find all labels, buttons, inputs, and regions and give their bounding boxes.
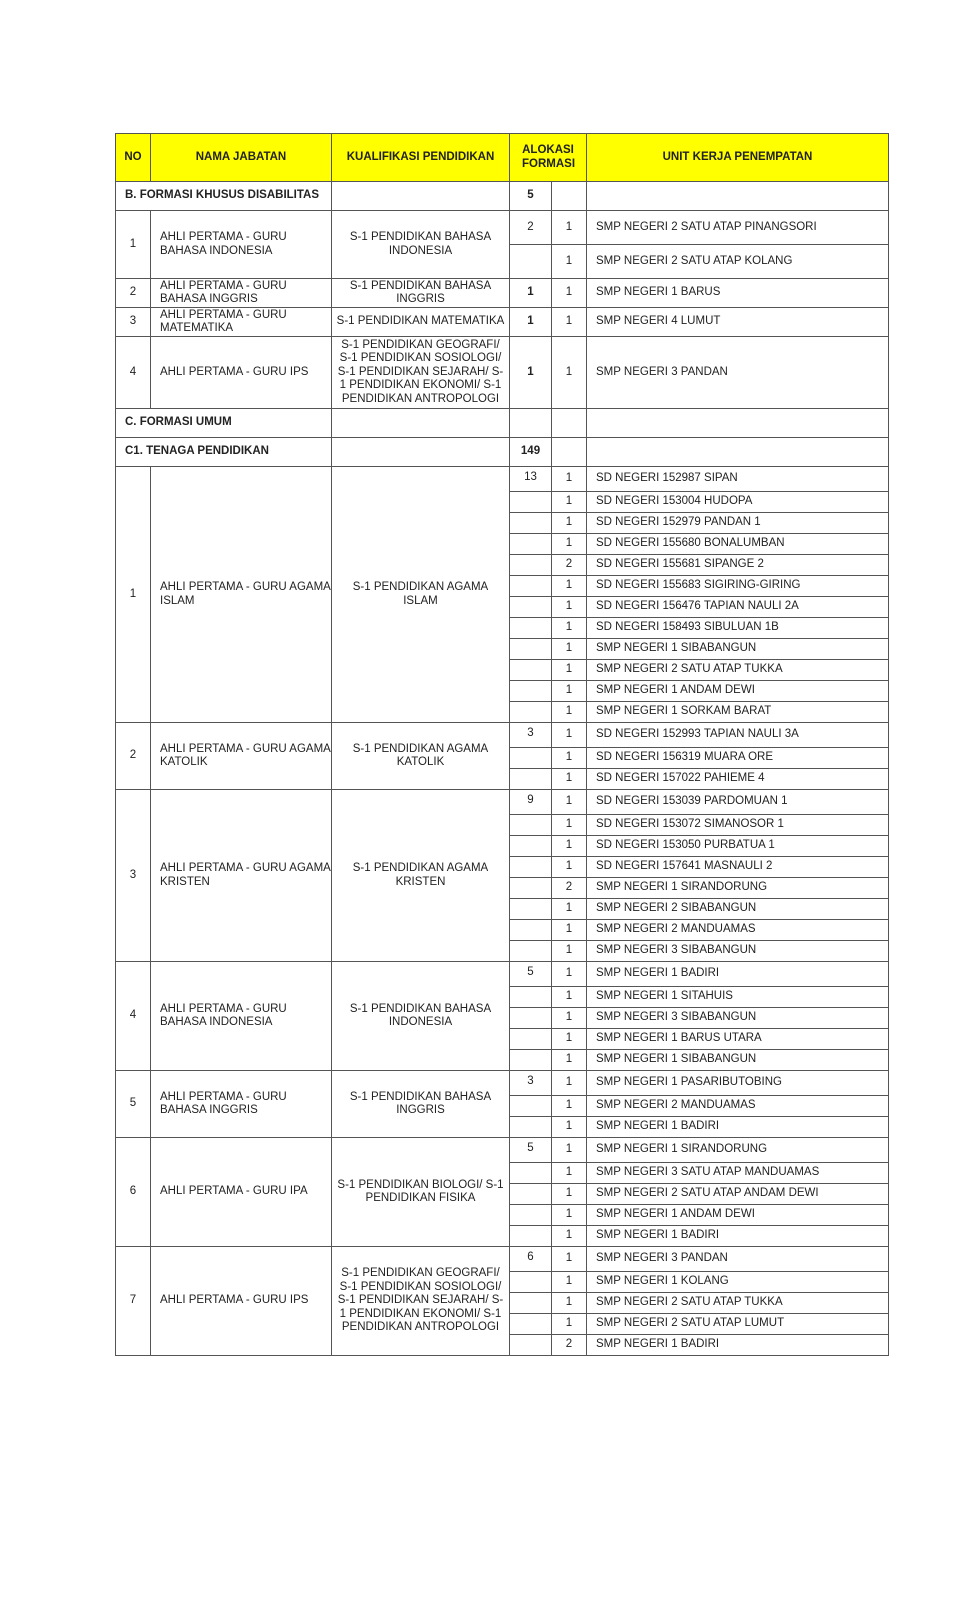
unit-name: SD NEGERI 152993 TAPIAN NAULI 3A: [587, 723, 889, 748]
jabatan-cell: AHLI PERTAMA - GURU BAHASA INDONESIA: [151, 962, 332, 1071]
unit-name: SMP NEGERI 3 SATU ATAP MANDUAMAS: [587, 1163, 889, 1184]
unit-quota: 1: [552, 1117, 587, 1138]
unit-quota: 1: [552, 513, 587, 534]
unit-quota: 1: [552, 1096, 587, 1117]
unit-quota: 1: [552, 211, 587, 245]
header-alokasi: [510, 134, 587, 182]
unit-name: SD NEGERI 155683 SIGIRING-GIRING: [587, 576, 889, 597]
row-number: 4: [116, 337, 151, 409]
jabatan-cell: AHLI PERTAMA - GURU IPA: [151, 1138, 332, 1247]
unit-quota: 1: [552, 790, 587, 815]
kualifikasi-cell: S-1 PENDIDIKAN AGAMA KRISTEN: [332, 790, 510, 962]
alokasi-total-empty: [510, 660, 552, 681]
header-alokasi-text: ALOKASI FORMASI: [522, 144, 576, 170]
unit-quota: 1: [552, 723, 587, 748]
unit-name: SD NEGERI 156476 TAPIAN NAULI 2A: [587, 597, 889, 618]
alokasi-total-empty: [510, 1226, 552, 1247]
unit-quota: 1: [552, 769, 587, 790]
alokasi-total-empty: [510, 920, 552, 941]
unit-quota: 2: [552, 878, 587, 899]
unit-quota: 1: [552, 1247, 587, 1272]
unit-quota: 1: [552, 1272, 587, 1293]
unit-name: SMP NEGERI 4 LUMUT: [587, 308, 889, 337]
unit-name: SMP NEGERI 2 MANDUAMAS: [587, 920, 889, 941]
section-c1-empty: [332, 438, 510, 467]
unit-quota: 1: [552, 660, 587, 681]
jabatan-cell: AHLI PERTAMA - GURU BAHASA INDONESIA: [151, 211, 332, 279]
unit-quota: 1: [552, 987, 587, 1008]
table-row: [116, 467, 889, 492]
unit-name: SMP NEGERI 2 MANDUAMAS: [587, 1096, 889, 1117]
kualifikasi-cell: S-1 PENDIDIKAN AGAMA ISLAM: [332, 467, 510, 723]
kualifikasi-cell: S-1 PENDIDIKAN BAHASA INGGRIS: [332, 279, 510, 308]
unit-quota: 1: [552, 1226, 587, 1247]
section-c1-row: [116, 438, 889, 467]
alokasi-total: 13: [510, 467, 552, 492]
unit-quota: 1: [552, 1008, 587, 1029]
unit-quota: 1: [552, 618, 587, 639]
section-c1-total: 149: [510, 438, 552, 467]
row-number: 1: [116, 467, 151, 723]
section-c1-empty-unit: [587, 438, 889, 467]
alokasi-total-empty: [510, 702, 552, 723]
unit-name: SD NEGERI 156319 MUARA ORE: [587, 748, 889, 769]
unit-quota: 1: [552, 1314, 587, 1335]
alokasi-total-empty: [510, 1335, 552, 1356]
kualifikasi-cell: S-1 PENDIDIKAN AGAMA KATOLIK: [332, 723, 510, 790]
unit-quota: 1: [552, 279, 587, 308]
unit-name: SMP NEGERI 3 PANDAN: [587, 337, 889, 409]
alokasi-total-empty: [510, 836, 552, 857]
jabatan-cell: AHLI PERTAMA - GURU BAHASA INGGRIS: [151, 279, 332, 308]
unit-name: SMP NEGERI 1 BADIRI: [587, 1226, 889, 1247]
unit-quota: 1: [552, 702, 587, 723]
unit-name: SD NEGERI 157641 MASNAULI 2: [587, 857, 889, 878]
unit-quota: 1: [552, 857, 587, 878]
row-number: 4: [116, 962, 151, 1071]
unit-name: SD NEGERI 155680 BONALUMBAN: [587, 534, 889, 555]
unit-name: SD NEGERI 152987 SIPAN: [587, 467, 889, 492]
unit-quota: 2: [552, 555, 587, 576]
unit-quota: 1: [552, 1050, 587, 1071]
unit-name: SD NEGERI 157022 PAHIEME 4: [587, 769, 889, 790]
header-jabatan: NAMA JABATAN: [151, 134, 332, 182]
unit-name: SMP NEGERI 2 SATU ATAP TUKKA: [587, 660, 889, 681]
header-kualifikasi: KUALIFIKASI PENDIDIKAN: [332, 134, 510, 182]
alokasi-total-empty: [510, 1314, 552, 1335]
jabatan-cell: AHLI PERTAMA - GURU MATEMATIKA: [151, 308, 332, 337]
section-b-empty: [332, 182, 510, 211]
alokasi-total: 1: [510, 308, 552, 337]
unit-quota: 1: [552, 576, 587, 597]
table-row: [116, 1071, 889, 1096]
alokasi-total-empty: [510, 245, 552, 279]
kualifikasi-cell: S-1 PENDIDIKAN BIOLOGI/ S-1 PENDIDIKAN FISIKA: [332, 1138, 510, 1247]
formation-table: [115, 133, 889, 1356]
unit-name: SD NEGERI 153004 HUDOPA: [587, 492, 889, 513]
unit-quota: 1: [552, 308, 587, 337]
row-number: 6: [116, 1138, 151, 1247]
alokasi-total-empty: [510, 857, 552, 878]
alokasi-total-empty: [510, 639, 552, 660]
jabatan-cell: AHLI PERTAMA - GURU IPS: [151, 1247, 332, 1356]
alokasi-total-empty: [510, 899, 552, 920]
row-number: 1: [116, 211, 151, 279]
kualifikasi-cell: S-1 PENDIDIKAN BAHASA INGGRIS: [332, 1071, 510, 1138]
unit-name: SMP NEGERI 3 SIBABANGUN: [587, 1008, 889, 1029]
section-b-empty-q: [552, 182, 587, 211]
row-number: 2: [116, 279, 151, 308]
unit-quota: 2: [552, 1335, 587, 1356]
unit-name: SMP NEGERI 1 SIRANDORUNG: [587, 1138, 889, 1163]
alokasi-total-empty: [510, 1163, 552, 1184]
unit-quota: 1: [552, 534, 587, 555]
table-row: [116, 279, 889, 308]
unit-name: SD NEGERI 158493 SIBULUAN 1B: [587, 618, 889, 639]
table-row: [116, 337, 889, 409]
unit-name: SMP NEGERI 2 SIBABANGUN: [587, 899, 889, 920]
kualifikasi-cell: S-1 PENDIDIKAN MATEMATIKA: [332, 308, 510, 337]
unit-name: SD NEGERI 153050 PURBATUA 1: [587, 836, 889, 857]
section-c1-title: C1. TENAGA PENDIDIKAN: [116, 438, 332, 467]
table-row: [116, 308, 889, 337]
alokasi-total: 1: [510, 337, 552, 409]
unit-quota: 1: [552, 337, 587, 409]
section-c-empty-total: [510, 409, 552, 438]
unit-name: SMP NEGERI 1 BADIRI: [587, 1335, 889, 1356]
table-row: [116, 723, 889, 748]
alokasi-total-empty: [510, 492, 552, 513]
section-b-title: B. FORMASI KHUSUS DISABILITAS: [116, 182, 332, 211]
unit-name: SMP NEGERI 1 SITAHUIS: [587, 987, 889, 1008]
unit-name: SMP NEGERI 1 ANDAM DEWI: [587, 681, 889, 702]
unit-name: SMP NEGERI 1 ANDAM DEWI: [587, 1205, 889, 1226]
unit-quota: 1: [552, 1184, 587, 1205]
alokasi-total-empty: [510, 513, 552, 534]
table-header-row: [116, 134, 889, 182]
jabatan-cell: AHLI PERTAMA - GURU AGAMA KATOLIK: [151, 723, 332, 790]
alokasi-total-empty: [510, 597, 552, 618]
unit-name: SMP NEGERI 2 SATU ATAP LUMUT: [587, 1314, 889, 1335]
unit-name: SD NEGERI 155681 SIPANGE 2: [587, 555, 889, 576]
alokasi-total-empty: [510, 576, 552, 597]
unit-quota: 1: [552, 1071, 587, 1096]
alokasi-total-empty: [510, 878, 552, 899]
unit-quota: 1: [552, 815, 587, 836]
jabatan-cell: AHLI PERTAMA - GURU AGAMA KRISTEN: [151, 790, 332, 962]
alokasi-total-empty: [510, 769, 552, 790]
alokasi-total: 6: [510, 1247, 552, 1272]
unit-name: SMP NEGERI 1 BADIRI: [587, 1117, 889, 1138]
table-row: [116, 211, 889, 245]
unit-quota: 1: [552, 1163, 587, 1184]
unit-name: SMP NEGERI 2 SATU ATAP PINANGSORI: [587, 211, 889, 245]
unit-name: SMP NEGERI 1 BARUS UTARA: [587, 1029, 889, 1050]
header-unit: UNIT KERJA PENEMPATAN: [587, 134, 889, 182]
section-c-title: C. FORMASI UMUM: [116, 409, 332, 438]
unit-quota: 1: [552, 899, 587, 920]
header-no: NO: [116, 134, 151, 182]
row-number: 7: [116, 1247, 151, 1356]
section-c1-empty-q: [552, 438, 587, 467]
alokasi-total-empty: [510, 1008, 552, 1029]
alokasi-total-empty: [510, 1050, 552, 1071]
unit-quota: 1: [552, 748, 587, 769]
section-c-empty: [332, 409, 510, 438]
alokasi-total: 2: [510, 211, 552, 245]
alokasi-total: 9: [510, 790, 552, 815]
unit-quota: 1: [552, 941, 587, 962]
unit-quota: 1: [552, 597, 587, 618]
unit-name: SMP NEGERI 1 PASARIBUTOBING: [587, 1071, 889, 1096]
unit-name: SMP NEGERI 2 SATU ATAP KOLANG: [587, 245, 889, 279]
table-row: [116, 790, 889, 815]
alokasi-total-empty: [510, 815, 552, 836]
section-b-total: 5: [510, 182, 552, 211]
alokasi-total-empty: [510, 681, 552, 702]
jabatan-cell: AHLI PERTAMA - GURU IPS: [151, 337, 332, 409]
alokasi-total: 3: [510, 1071, 552, 1096]
section-c-row: [116, 409, 889, 438]
unit-name: SMP NEGERI 2 SATU ATAP ANDAM DEWI: [587, 1184, 889, 1205]
unit-quota: 1: [552, 962, 587, 987]
kualifikasi-cell: S-1 PENDIDIKAN GEOGRAFI/ S-1 PENDIDIKAN SOSIOLOGI/ S-1 PENDIDIKAN SEJARAH/ S-1 PENDIDIKAN EKONOMI/ S-1 PENDIDIKAN ANTROPOLOGI: [332, 337, 510, 409]
table-body: [116, 182, 889, 1356]
alokasi-total: 1: [510, 279, 552, 308]
unit-quota: 1: [552, 1029, 587, 1050]
unit-name: SMP NEGERI 1 BADIRI: [587, 962, 889, 987]
unit-name: SMP NEGERI 3 PANDAN: [587, 1247, 889, 1272]
unit-quota: 1: [552, 1138, 587, 1163]
unit-name: SD NEGERI 152979 PANDAN 1: [587, 513, 889, 534]
row-number: 5: [116, 1071, 151, 1138]
row-number: 3: [116, 790, 151, 962]
unit-quota: 1: [552, 245, 587, 279]
section-b-row: [116, 182, 889, 211]
table-row: [116, 962, 889, 987]
unit-name: SMP NEGERI 1 SORKAM BARAT: [587, 702, 889, 723]
unit-quota: 1: [552, 1293, 587, 1314]
alokasi-total-empty: [510, 941, 552, 962]
row-number: 2: [116, 723, 151, 790]
unit-quota: 1: [552, 492, 587, 513]
unit-quota: 1: [552, 1205, 587, 1226]
unit-quota: 1: [552, 920, 587, 941]
alokasi-total-empty: [510, 555, 552, 576]
section-c-empty-unit: [587, 409, 889, 438]
kualifikasi-cell: S-1 PENDIDIKAN BAHASA INDONESIA: [332, 211, 510, 279]
alokasi-total: 5: [510, 1138, 552, 1163]
unit-name: SMP NEGERI 1 SIBABANGUN: [587, 1050, 889, 1071]
formation-table-page: [115, 133, 888, 1356]
kualifikasi-cell: S-1 PENDIDIKAN BAHASA INDONESIA: [332, 962, 510, 1071]
jabatan-cell: AHLI PERTAMA - GURU BAHASA INGGRIS: [151, 1071, 332, 1138]
unit-name: SMP NEGERI 1 KOLANG: [587, 1272, 889, 1293]
row-number: 3: [116, 308, 151, 337]
unit-quota: 1: [552, 467, 587, 492]
unit-name: SMP NEGERI 2 SATU ATAP TUKKA: [587, 1293, 889, 1314]
alokasi-total-empty: [510, 1117, 552, 1138]
alokasi-total: 5: [510, 962, 552, 987]
alokasi-total-empty: [510, 987, 552, 1008]
alokasi-total-empty: [510, 1293, 552, 1314]
alokasi-total-empty: [510, 1029, 552, 1050]
unit-quota: 1: [552, 836, 587, 857]
alokasi-total-empty: [510, 1096, 552, 1117]
kualifikasi-cell: S-1 PENDIDIKAN GEOGRAFI/ S-1 PENDIDIKAN SOSIOLOGI/ S-1 PENDIDIKAN SEJARAH/ S-1 PENDIDIKAN EKONOMI/ S-1 PENDIDIKAN ANTROPOLOGI: [332, 1247, 510, 1356]
unit-quota: 1: [552, 639, 587, 660]
unit-name: SD NEGERI 153039 PARDOMUAN 1: [587, 790, 889, 815]
alokasi-total-empty: [510, 534, 552, 555]
jabatan-cell: AHLI PERTAMA - GURU AGAMA ISLAM: [151, 467, 332, 723]
table-row: [116, 1138, 889, 1163]
alokasi-total-empty: [510, 618, 552, 639]
unit-name: SMP NEGERI 1 BARUS: [587, 279, 889, 308]
section-b-empty-unit: [587, 182, 889, 211]
unit-name: SMP NEGERI 3 SIBABANGUN: [587, 941, 889, 962]
alokasi-total: 3: [510, 723, 552, 748]
alokasi-total-empty: [510, 748, 552, 769]
alokasi-total-empty: [510, 1272, 552, 1293]
table-row: [116, 1247, 889, 1272]
unit-name: SMP NEGERI 1 SIRANDORUNG: [587, 878, 889, 899]
unit-name: SD NEGERI 153072 SIMANOSOR 1: [587, 815, 889, 836]
unit-name: SMP NEGERI 1 SIBABANGUN: [587, 639, 889, 660]
alokasi-total-empty: [510, 1184, 552, 1205]
alokasi-total-empty: [510, 1205, 552, 1226]
section-c-empty-q: [552, 409, 587, 438]
unit-quota: 1: [552, 681, 587, 702]
